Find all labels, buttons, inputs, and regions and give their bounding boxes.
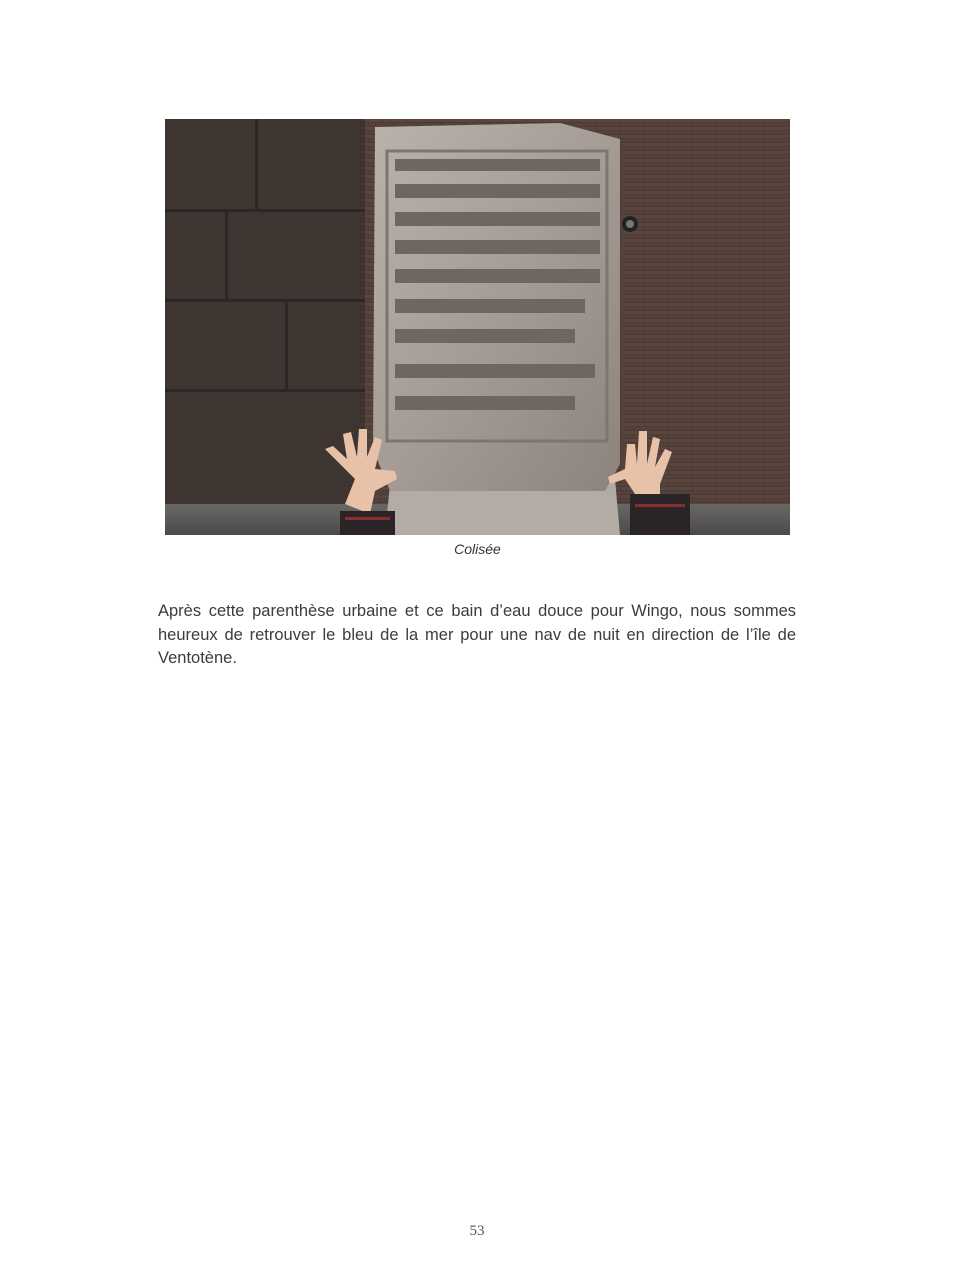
colosseum-inscription-photo: [165, 119, 790, 535]
page-number: 53: [469, 1223, 485, 1239]
figure-caption: Colisée: [454, 541, 501, 557]
body-paragraph: Après cette parenthèse urbaine et ce bain d’eau douce pour Wingo, nous sommes heureux de retrouver le bleu de la mer pour une nav de nuit en direction de l’île de Ventotène.: [158, 602, 796, 667]
photo-illustration: [165, 119, 790, 535]
